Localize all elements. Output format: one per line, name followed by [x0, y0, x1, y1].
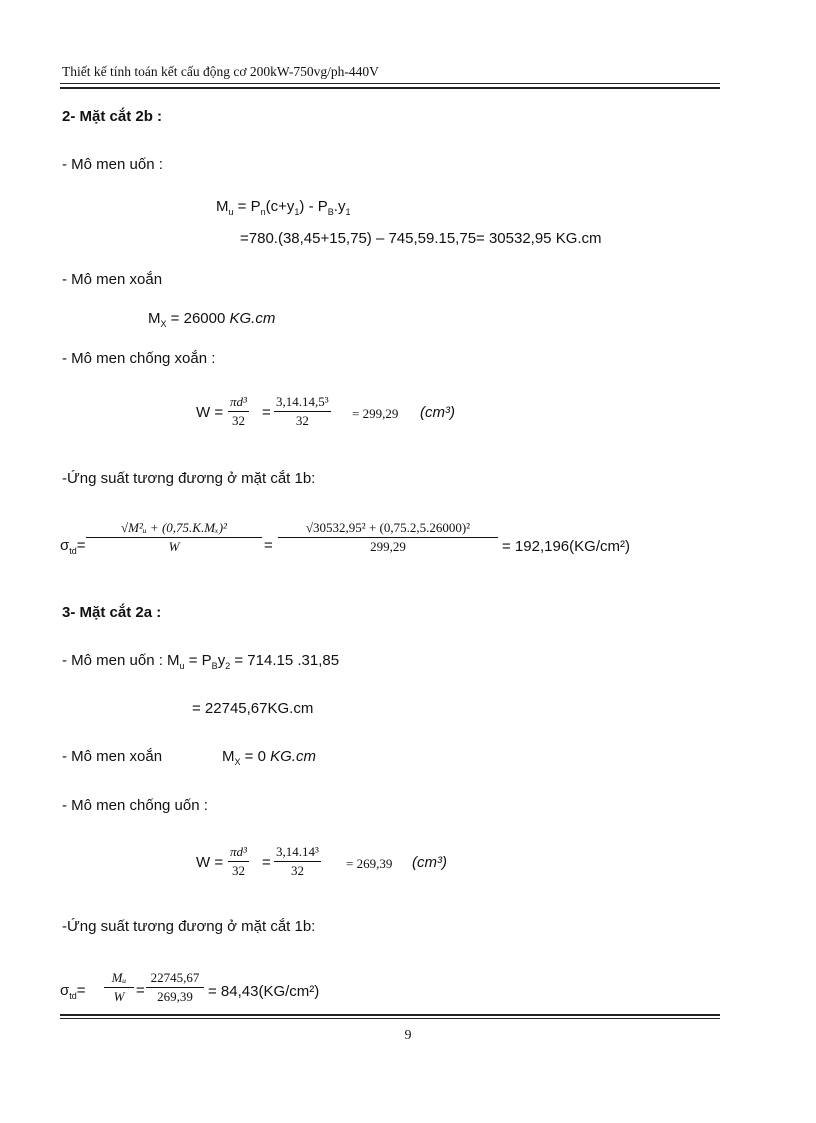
w-fraction-numeric: $\frac{\text{3,14.14,5³}}{32}$ [276, 394, 329, 428]
torsion-moment-label: - Mô men xoắn [62, 271, 163, 288]
sigma-fraction-symbolic: $\frac{\text{√M²ᵤ + (0,75.K.Mₓ)²}}{W}$ [86, 520, 262, 555]
w-lhs-2a: W = [196, 854, 224, 871]
torsion-label-2a: - Mô men xoắn [62, 748, 163, 765]
resist-label-2a: - Mô men chống uốn : [62, 797, 208, 814]
mx-formula-2a: $M_X = 0$ KG.cm [222, 748, 316, 767]
sigma-equals-2b: = [264, 537, 273, 554]
w-equals: = [262, 404, 271, 421]
header-rule [60, 83, 720, 84]
w-fraction-symbolic-2a: $\frac{\text{πd³}}{32}$ [230, 844, 247, 878]
stress-label-2b: -Ứng suất tương đương ở mặt cắt 1b: [62, 470, 316, 487]
w-result-2a: = 269,39 [346, 856, 393, 871]
section-2b-heading: 2- Mặt cắt 2b : [62, 108, 163, 125]
w-result: = 299,29 [352, 406, 399, 421]
footer-rule [60, 1018, 720, 1019]
sigma-fraction-symbolic-2a: $\frac{\text{Mᵤ}}{W}$ [104, 970, 134, 1005]
bending-line-2a: - Mô men uốn : $M_u = P_By_2 = 714.15$ .31,85 [62, 652, 340, 671]
mx-formula: $M_X = 26000$ KG.cm [148, 310, 276, 329]
header-rule-thick [60, 87, 720, 89]
w-fraction-numeric-2a: $\frac{\text{3,14.14³}}{32}$ [276, 844, 319, 878]
sigma-lhs-2a: $\sigma_{td}=$ [60, 982, 86, 1001]
sigma-lhs-2b: $\sigma_{td}=$ [60, 537, 86, 556]
mu-formula: $M_u = P_n(c+y_1) - P_B.y_1$ [216, 198, 351, 217]
w-unit: (cm³) [420, 404, 455, 421]
sigma-result-2a: = 84,43(KG/cm²) [208, 983, 320, 1000]
sigma-equals-2a: = [136, 982, 145, 999]
sigma-fraction-numeric-2a: $\frac{22745,67}{269,39}$ [146, 970, 204, 1005]
stress-label-2a: -Ứng suất tương đương ở mặt cắt 1b: [62, 918, 316, 935]
mu-calculation: =780.(38,45+15,75) – 745,59.15,75= 30532,95 KG.cm [240, 230, 602, 247]
sigma-fraction-numeric: $\frac{\text{√30532,95² + (0,75.2,5.26000)²}}{299,29}$ [278, 520, 498, 555]
w-unit-2a: (cm³) [412, 854, 447, 871]
sigma-result-2b: = 192,196(KG/cm²) [502, 538, 630, 555]
bending-moment-label: - Mô men uốn : [62, 156, 163, 173]
w-fraction-symbolic: $\frac{\text{πd³}}{32}$ [230, 394, 247, 428]
running-header: Thiết kế tính toán kết cấu động cơ 200kW-750vg/ph-440V [62, 64, 379, 79]
w-equals-2a: = [262, 854, 271, 871]
w-lhs: W = [196, 404, 224, 421]
resist-moment-label: - Mô men chống xoắn : [62, 350, 216, 367]
footer-rule-thick [60, 1014, 720, 1016]
bending-result-2a: = 22745,67KG.cm [192, 700, 314, 717]
page-number: 9 [404, 1028, 412, 1043]
section-2a-heading: 3- Mặt cắt 2a : [62, 604, 162, 621]
